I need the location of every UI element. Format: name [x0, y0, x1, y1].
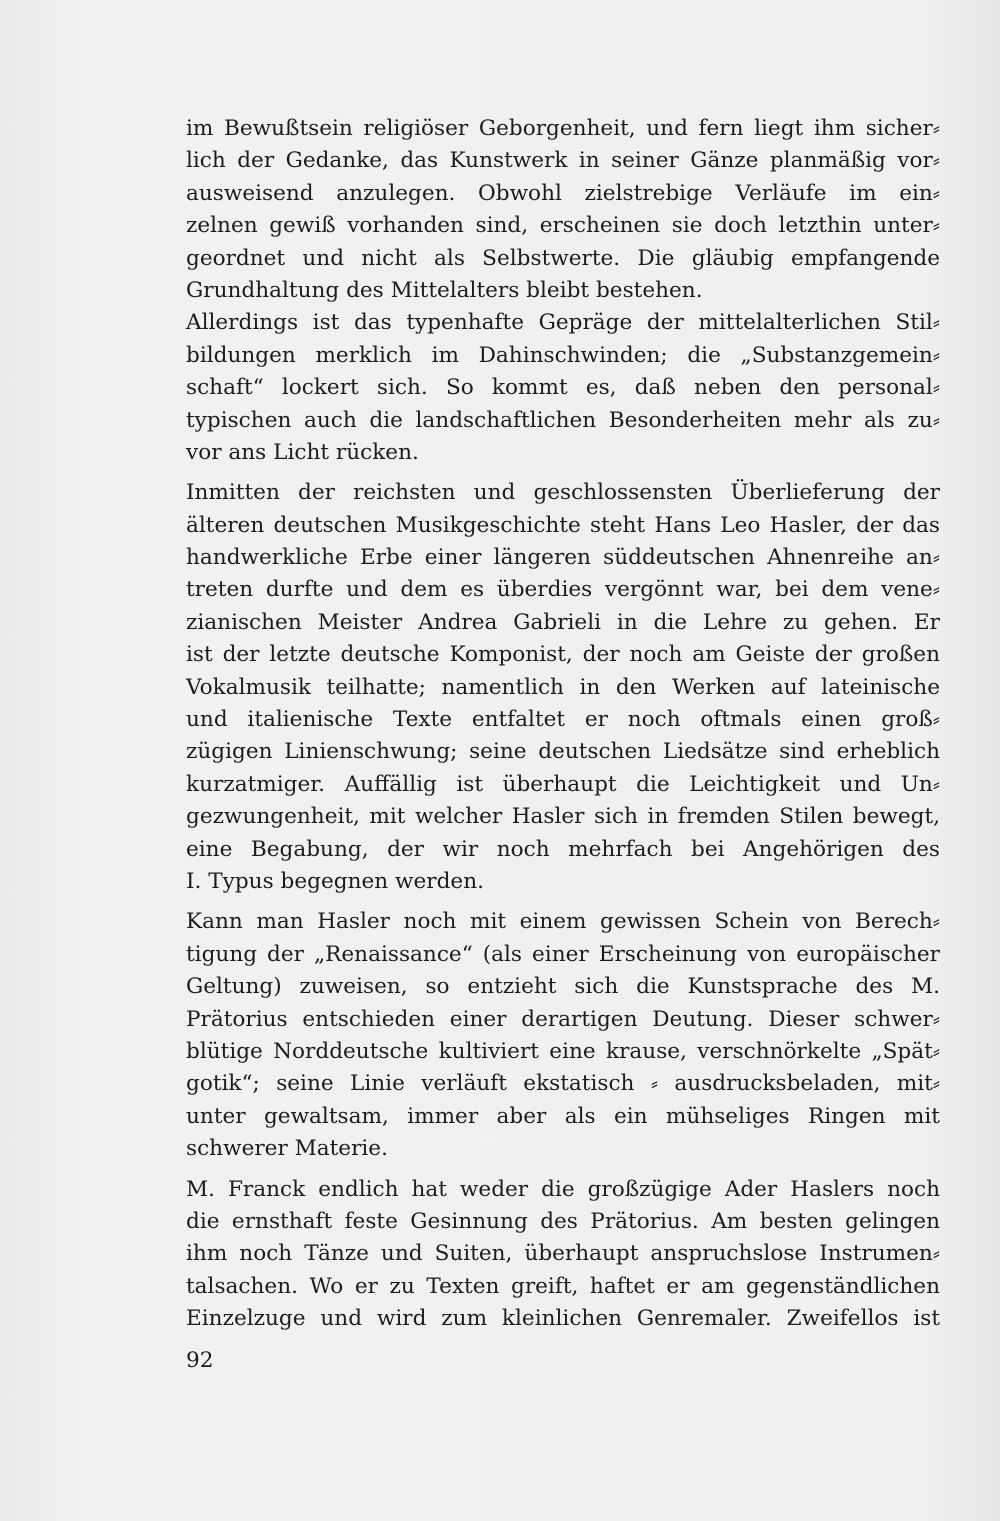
text-line: unter gewaltsam, immer aber als ein mühseliges Ringen mit [186, 1103, 940, 1129]
text-line: zügigen Linienschwung; seine deutschen Liedsätze sind erheblich [186, 739, 940, 765]
text-line: ausweisend anzulegen. Obwohl zielstrebige Verläufe im ein⸗ [186, 180, 940, 206]
paragraph [186, 1174, 940, 1336]
text-line: Vokalmusik teilhatte; namentlich in den Werken auf lateinische [186, 674, 940, 700]
paragraph [186, 477, 940, 898]
text-line: schwerer Materie. [186, 1136, 388, 1162]
text-line: zelnen gewiß vorhanden sind, erscheinen sie doch letzthin unter⸗ [186, 213, 940, 239]
paragraph [186, 307, 940, 469]
paragraph [186, 113, 940, 307]
text-line: ist der letzte deutsche Komponist, der noch am Geiste der großen [186, 642, 940, 668]
text-line: treten durfte und dem es überdies vergönnt war, bei dem vene⸗ [186, 577, 940, 603]
text-line: im Bewußtsein religiöser Geborgenheit, und fern liegt ihm sicher⸗ [186, 116, 940, 141]
text-line: kurzatmiger. Auffällig ist überhaupt die Leichtigkeit und Un⸗ [186, 771, 940, 797]
text-line: vor ans Licht rücken. [186, 439, 419, 465]
text-line: ihm noch Tänze und Suiten, überhaupt anspruchslose Instrumen⸗ [186, 1241, 940, 1267]
text-line: die ernsthaft feste Gesinnung des Prätorius. Am besten gelingen [186, 1208, 940, 1234]
text-line: talsachen. Wo er zu Texten greift, haftet er am gegenständlichen [186, 1273, 940, 1299]
text-line: Allerdings ist das typenhafte Gepräge der mittelalterlichen Stil⸗ [186, 310, 940, 336]
page-number: 92 [186, 1348, 214, 1373]
text-line: geordnet und nicht als Selbstwerte. Die gläubig empfangende [186, 245, 940, 271]
text-line: zianischen Meister Andrea Gabrieli in die Lehre zu gehen. Er [186, 609, 940, 635]
text-line: tigung der „Renaissance“ (als einer Erscheinung von europäischer [186, 941, 940, 967]
paragraph-spacer [186, 1166, 940, 1174]
text-line: älteren deutschen Musikgeschichte steht Hans Leo Hasler, der das [186, 512, 940, 538]
text-line: schaft“ lockert sich. So kommt es, daß neben den personal⸗ [186, 375, 940, 401]
text-line: typischen auch die landschaftlichen Besonderheiten mehr als zu⸗ [186, 407, 940, 433]
text-line: und italienische Texte entfaltet er noch oftmals einen groß⸗ [186, 707, 940, 733]
text-line: Kann man Hasler noch mit einem gewissen Schein von Berech⸗ [186, 909, 940, 935]
text-line: lich der Gedanke, das Kunstwerk in seiner Gänze planmäßig vor⸗ [186, 148, 940, 174]
paragraph [186, 906, 940, 1165]
text-line: gotik“; seine Linie verläuft ekstatisch ⸗ ausdrucksbeladen, mit⸗ [186, 1071, 940, 1097]
text-line: handwerkliche Erbe einer längeren süddeutschen Ahnenreihe an⸗ [186, 545, 940, 571]
text-line: Prätorius entschieden einer derartigen Deutung. Dieser schwer⸗ [186, 1006, 940, 1032]
text-line: eine Begabung, der wir noch mehrfach bei Angehörigen des [186, 836, 940, 862]
text-line: gezwungenheit, mit welcher Hasler sich in fremden Stilen bewegt, [186, 804, 940, 830]
text-line: Inmitten der reichsten und geschlossensten Überlieferung der [186, 480, 940, 506]
paragraph-spacer [186, 898, 940, 906]
text-line: Grundhaltung des Mittelalters bleibt bestehen. [186, 277, 703, 303]
text-line: Geltung) zuweisen, so entzieht sich die Kunstsprache des M. [186, 974, 940, 1000]
text-line: M. Franck endlich hat weder die großzügige Ader Haslers noch [186, 1176, 940, 1202]
body-text [186, 113, 940, 1335]
text-line: Einzelzuge und wird zum kleinlichen Genremaler. Zweifellos ist [186, 1306, 940, 1332]
paragraph-spacer [186, 469, 940, 477]
text-line: I. Typus begegnen werden. [186, 868, 484, 894]
text-line: blütige Norddeutsche kultiviert eine krause, verschnörkelte „Spät⸗ [186, 1038, 940, 1064]
text-line: bildungen merklich im Dahinschwinden; die „Substanzgemein⸗ [186, 342, 940, 368]
